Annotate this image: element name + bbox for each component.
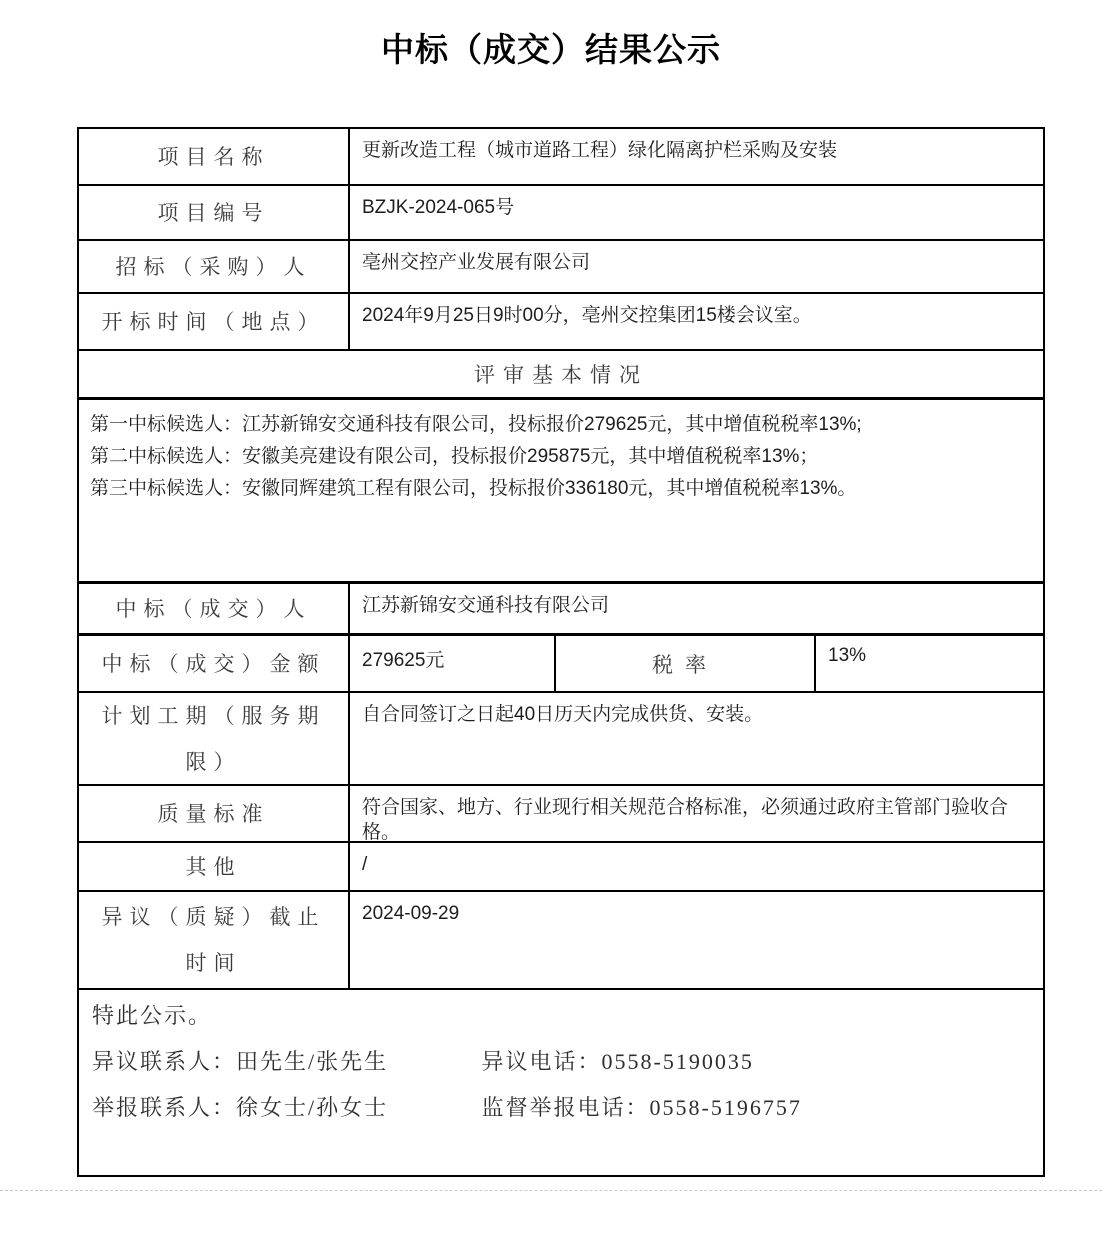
winner-label: 中标（成交）人 [79,584,350,633]
table-row-project-number [79,184,1043,239]
other-label: 其他 [79,843,350,890]
footer-contact-line-1 [92,1047,1030,1076]
project-name-label: 项目名称 [79,129,350,184]
review-section-header: 评审基本情况 [474,363,648,387]
other-value: / [362,854,368,875]
bid-opening-label: 开标时间（地点） [79,294,350,349]
announcement-table [77,127,1045,1177]
table-row-winner [79,581,1043,633]
table-row-quality [79,784,1043,841]
table-row-project-name [79,129,1043,184]
table-row-review-header [79,349,1043,397]
page-title: 中标（成交）结果公示 [381,33,721,69]
objection-deadline-label: 异议（质疑）截止时间 [79,892,350,988]
table-row-other [79,841,1043,890]
objection-contact: 异议联系人：田先生/张先生 [92,1049,389,1074]
table-row-bid-opening [79,292,1043,349]
tax-rate-label: 税率 [556,636,816,691]
candidate-line-2: 第二中标候选人：安徽美亮建设有限公司，投标报价295875元，其中增值税税率13%； [90,446,819,467]
report-phone: 监督举报电话：0558-5196757 [481,1095,802,1120]
table-row-amount [79,633,1043,691]
period-label: 计划工期（服务期限） [79,693,350,784]
quality-value: 符合国家、地方、行业现行相关规范合格标准，必须通过政府主管部门验收合格。 [362,797,1009,841]
candidate-line-3: 第三中标候选人：安徽同辉建筑工程有限公司，投标报价336180元，其中增值税税率13%。 [90,478,857,499]
table-row-period [79,691,1043,784]
purchaser-label: 招标（采购）人 [79,241,350,292]
amount-value: 279625元 [350,636,556,691]
amount-label: 中标（成交）金额 [79,636,350,691]
project-number-value: BZJK-2024-065号 [362,197,515,218]
objection-deadline-value: 2024-09-29 [362,903,460,924]
table-row-footer [79,988,1043,1175]
candidates-list [79,400,1043,581]
project-name-value: 更新改造工程（城市道路工程）绿化隔离护栏采购及安装 [362,140,838,161]
page-break-divider [0,1190,1102,1191]
candidate-line-1: 第一中标候选人：江苏新锦安交通科技有限公司，投标报价279625元，其中增值税税率13%; [90,414,862,435]
period-value: 自合同签订之日起40日历天内完成供货、安装。 [362,704,764,725]
table-row-candidates [79,397,1043,581]
quality-label: 质量标准 [79,786,350,841]
footer-contact-line-2 [92,1093,1030,1122]
tax-rate-value: 13% [828,645,867,666]
bid-opening-value: 2024年9月25日9时00分，亳州交控集团15楼会议室。 [362,305,812,326]
table-row-purchaser [79,239,1043,292]
footer-notice: 特此公示。 [92,1003,213,1028]
winner-value: 江苏新锦安交通科技有限公司 [362,595,610,616]
footer-notice-block [79,990,1043,1175]
project-number-label: 项目编号 [79,186,350,239]
table-row-objection-deadline [79,890,1043,988]
purchaser-value: 亳州交控产业发展有限公司 [362,252,591,273]
report-contact: 举报联系人：徐女士/孙女士 [92,1095,389,1120]
objection-phone: 异议电话：0558-5190035 [481,1049,754,1074]
